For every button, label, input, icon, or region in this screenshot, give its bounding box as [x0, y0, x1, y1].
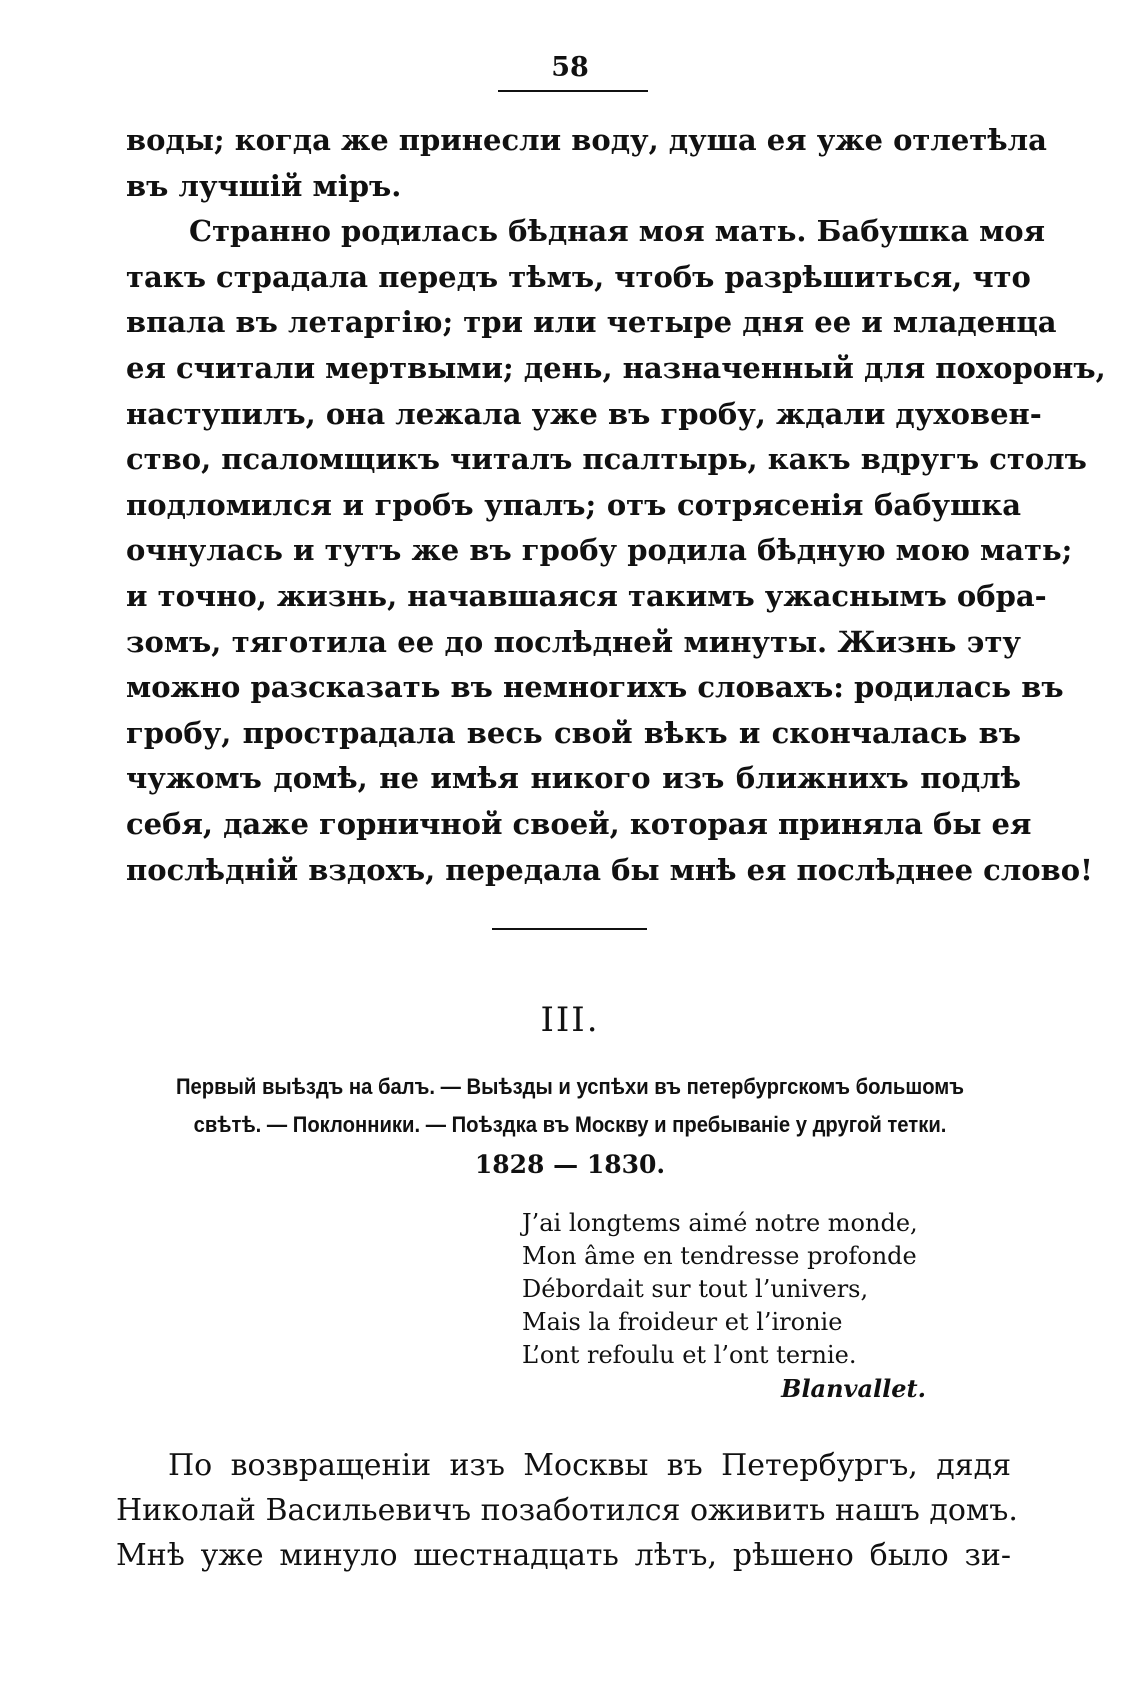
paragraph-continued [126, 118, 1047, 209]
text-line: ея считали мертвыми; день, назначенный для похоронъ, [126, 350, 1106, 385]
text-line: чужомъ домѣ, не имѣя никого изъ ближнихъ подлѣ [126, 761, 1021, 796]
text-line: себя, даже горничной своей, которая приняла бы ея [126, 806, 1032, 841]
section-divider [492, 928, 647, 930]
epigraph [522, 1207, 942, 1405]
text-line: наступилъ, она лежала уже въ гробу, ждали духовен- [126, 396, 1042, 431]
text-line: ство, псаломщикъ читалъ псалтырь, какъ вдругъ столъ [126, 442, 1087, 477]
epigraph-line: Mon âme en tendresse profonde [522, 1242, 917, 1270]
text-line: Мнѣ уже минуло шестнадцать лѣтъ, рѣшено было зи- [116, 1538, 1011, 1573]
epigraph-author: Blanvallet. [781, 1374, 926, 1403]
summary-line: Первый выѣздъ на балъ. — Выѣзды и успѣхи въ петербургскомъ большомъ [175, 1074, 965, 1099]
text-line: подломился и гробъ упалъ; отъ сотрясенія бабушка [126, 487, 1021, 522]
summary-line: свѣтѣ. — Поклонники. — Поѣздка въ Москву и пребываніе у другой тетки. [193, 1112, 947, 1137]
text-line: Странно родилась бѣдная моя мать. Бабушка моя [189, 214, 1046, 249]
chapter-summary [156, 1068, 984, 1144]
epigraph-line: Mais la froideur et l’ironie [522, 1308, 843, 1336]
page-number-rule [498, 90, 648, 92]
text-line: можно разсказать въ немногихъ словахъ: родилась въ [126, 670, 1064, 705]
text-line: впала въ летаргію; три или четыре дня ее и младенца [126, 305, 1057, 340]
chapter-number: III. [540, 1000, 600, 1040]
chapter-opening-text [116, 1443, 1018, 1578]
text-line: воды; когда же принесли воду, душа ея уже отлетѣла [126, 123, 1047, 157]
paragraph-mother-birth [126, 209, 1106, 893]
text-line: гробу, прострадала весь свой вѣкъ и скончалась въ [126, 715, 1021, 750]
text-line: послѣдній вздохъ, передала бы мнѣ ея послѣднее слово! [126, 852, 1093, 887]
text-line: Николай Васильевичъ позаботился оживить нашъ домъ. [116, 1493, 1018, 1528]
text-line: зомъ, тяготила ее до послѣдней минуты. Жизнь эту [126, 624, 1021, 659]
text-line: очнулась и тутъ же въ гробу родила бѣдную мою мать; [126, 533, 1073, 568]
text-line: и точно, жизнь, начавшаяся такимъ ужаснымъ обра- [126, 578, 1047, 613]
page-number: 58 [551, 52, 589, 83]
epigraph-line: Débordait sur tout l’univers, [522, 1275, 869, 1303]
epigraph-line: L’ont refoulu et l’ont ternie. [522, 1341, 857, 1369]
epigraph-line: J’ai longtems aimé notre monde, [522, 1209, 918, 1237]
text-line: По возвращеніи изъ Москвы въ Петербургъ, дядя [168, 1448, 1011, 1483]
text-line: въ лучшій міръ. [126, 168, 402, 203]
text-line: такъ страдала передъ тѣмъ, чтобъ разрѣшиться, что [126, 259, 1031, 294]
body-text [126, 118, 1106, 893]
chapter-dates: 1828 — 1830. [474, 1150, 666, 1179]
